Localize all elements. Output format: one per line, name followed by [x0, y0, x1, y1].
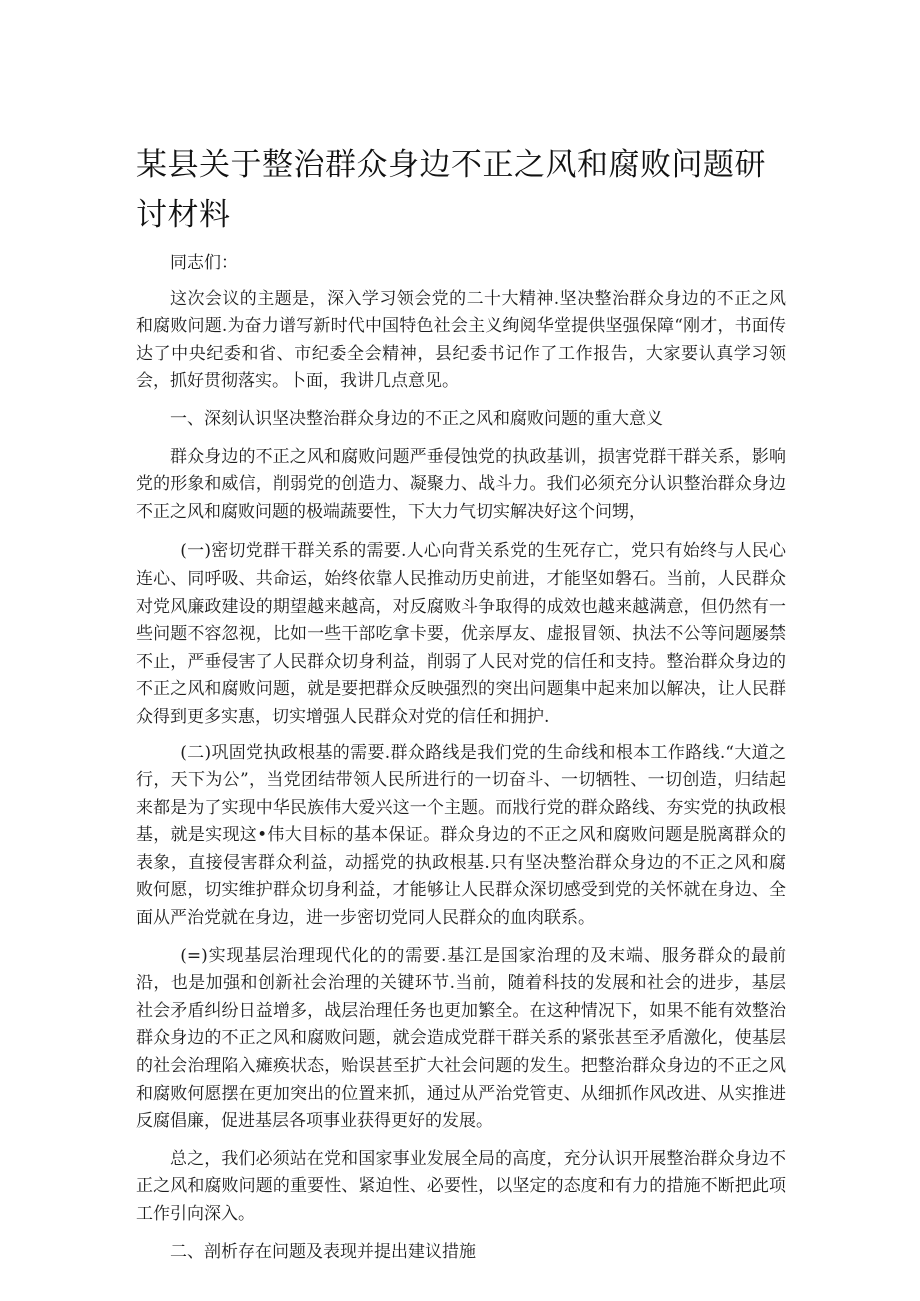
- subsection-2-paragraph: (二)巩固党执政根基的需要.群众路线是我们党的生命线和根本工作路线.“大道之行，天下为公”，当党团结带领人民所进行的一切奋斗、一切牺牲、一切创造，归结起来都是为了实现中华民族伟大爱兴这一个主题。而戕行党的群众路线、夯实党的执政根基，就是实现这•伟大目标的基本保证。群众身边的不正之风和腐败问题是脱离群众的表象，直接侵害群众利益，动摇党的执政根基.只有坚决整治群众身边的不正之风和腐败何愿，切实维护群众切身利益，才能够让人民群众深切感受到党的关怀就在身边、全面从严治党就在身边，进一步密切党同人民群众的血肉联系。: [136, 742, 786, 929]
- greeting: 同志们：: [170, 253, 238, 273]
- section-2-heading: 二、剖析存在问题及表现并提出建议措施: [170, 1241, 476, 1262]
- document-body: [136, 250, 786, 1266]
- summary-paragraph: 总之，我们必须站在党和国家事业发展全局的高度，充分认识开展整治群众身边不正之风和腐败问题的重要性、紧迫性、必要性，以坚定的态度和有力的措施不断把此项工作引向深入。: [136, 1148, 786, 1224]
- intro-paragraph: 这次会议的主题是，深入学习领会党的二十大精神.坚决整治群众身边的不正之风和腐败问题.为奋力谱写新时代中国特色社会主义绚阅华堂提供坚强保障“刚才，书面传达了中央纪委和省、市纪委全会精神，县纪委书记作了工作报告，大家要认真学习领会，抓好贯彻落实。卜面，我讲几点意见。: [136, 288, 786, 392]
- subsection-3-paragraph: (=)实现基层治理现代化的的需要.基江是国家治理的及末端、服务群众的最前沿，也是加强和创新社会治理的关键环节.当前，随着科技的发展和社会的进步，基层社会矛盾纠纷日益增多，战层治理任务也更加繁全。在这种情况下，如果不能有效整治群众身边的不正之风和腐败问题，就会造成党群干群关系的紧张甚至矛盾激化，使基层的社会治理陷入瘫痪状态，贻误甚至扩大社会问题的发生。把整治群众身边的不正之风和腐败何愿摆在更加突出的位置来抓，通过从严治党管吏、从细抓作风改进、从实推进反腐倡廉，促进基层各项事业获得更好的发展。: [136, 945, 786, 1132]
- section-1-heading: 一、深刻认识坚决整治群众身边的不正之风和腐败问题的重大意义: [170, 408, 663, 429]
- subsection-1-paragraph: (一)密切党群干群关系的需要.人心向背关系党的生死存亡，党只有始终与人民心连心、同呼吸、共命运，始终依靠人民推动历史前进，才能坚如磐石。当前，人民群众对党风廉政建设的期望越来越高，对反腐败斗争取得的成效也越来越满意，但仍然有一些问题不容忽视，比如一些干部吃拿卡要，优亲厚友、虚报冒领、执法不公等问题屡禁不止，严垂侵害了人民群众切身利益，削弱了人民对党的信任和支持。整治群众身边的不正之风和腐败问题，就是要把群众反映强烈的突出问题集中起来加以解决，让人民群众得到更多实惠，切实增强人民群众对党的信任和拥护.: [136, 541, 786, 727]
- document-title: 某县关于整治群众身边不正之风和腐败问题研讨材料: [136, 147, 766, 233]
- section-1-lead-paragraph: 群众身边的不正之风和腐败问题严垂侵蚀党的执政基训，损害党群干群关系，影响党的形象和威信，削弱党的创造力、凝聚力、战斗力。我们必须充分认识整治群众身边不正之风和腐败问题的极端蔬要性，下大力气切实解决好这个问甥，: [136, 446, 786, 522]
